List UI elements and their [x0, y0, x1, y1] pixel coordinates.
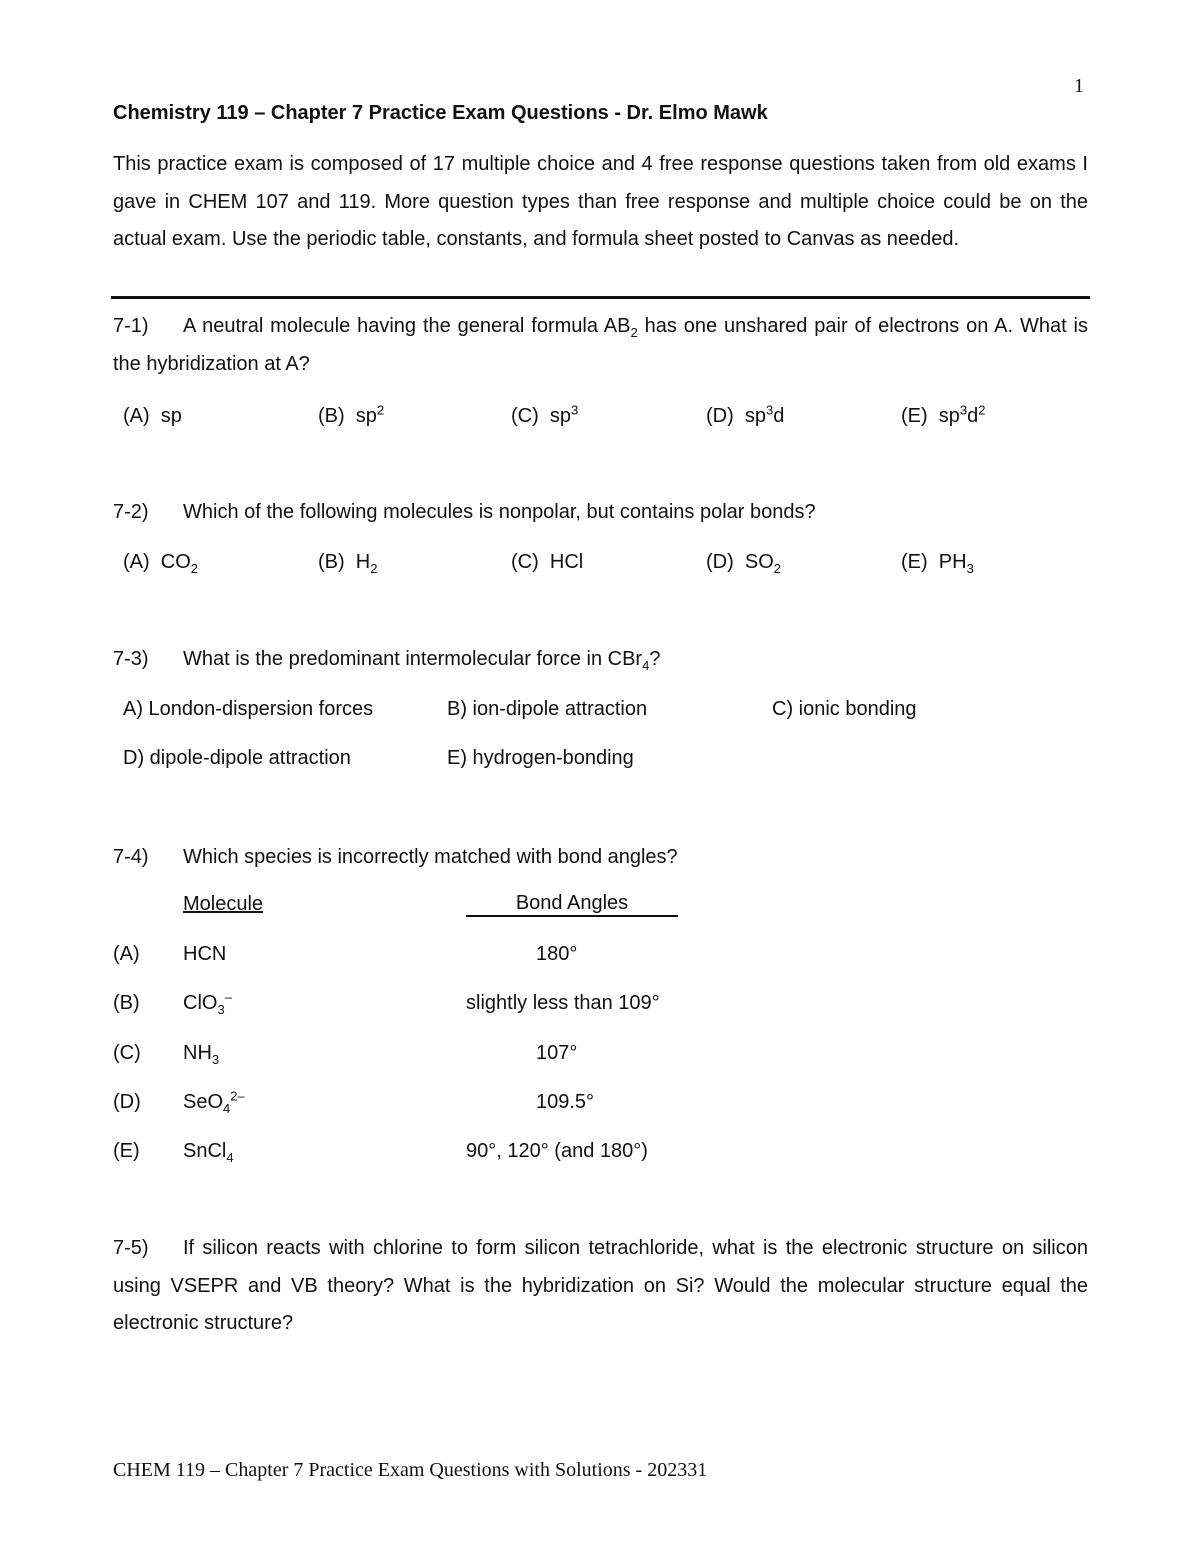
choice-value: H	[355, 551, 371, 573]
question-7-4	[113, 845, 678, 869]
choice-label: (E)	[901, 551, 928, 573]
subscript: 3	[966, 561, 974, 576]
page-number: 1	[1074, 75, 1084, 97]
row-label: (B)	[113, 992, 140, 1014]
choice-value-tail: d	[773, 405, 785, 427]
row-angle: 109.5°	[536, 1091, 595, 1113]
superscript: 3	[766, 402, 774, 418]
choice-label: (A)	[123, 551, 150, 573]
question-7-1	[113, 308, 1088, 383]
choice-7-1-a	[123, 404, 182, 428]
subscript: 4	[226, 1150, 234, 1165]
row-label: (C)	[113, 1042, 141, 1064]
choice-value: PH	[938, 551, 967, 573]
formula-subscript: 2	[630, 325, 638, 340]
row-molecule	[183, 991, 232, 1015]
choice-value: CO	[160, 551, 191, 573]
choice-7-2-b	[318, 550, 377, 574]
choice-value: sp	[160, 405, 182, 427]
question-7-2	[113, 500, 816, 524]
choice-label: (B)	[318, 405, 345, 427]
page-title: Chemistry 119 – Chapter 7 Practice Exam Questions - Dr. Elmo Mawk	[113, 102, 768, 124]
question-text: A neutral molecule having the general formula AB	[183, 315, 631, 337]
superscript: 3	[571, 402, 579, 418]
question-number: 7-5)	[113, 1237, 149, 1259]
choice-7-2-c	[511, 550, 583, 574]
choice-value: sp	[938, 405, 960, 427]
subscript: 2	[370, 561, 378, 576]
question-text: What is the predominant intermolecular force in CBr	[183, 648, 643, 670]
choice-7-1-e	[901, 404, 986, 428]
choice-label: (E)	[901, 405, 928, 427]
subscript: 2	[190, 561, 199, 576]
choice-label: (A)	[123, 405, 150, 427]
row-molecule	[183, 1041, 219, 1065]
choice-label: (D)	[706, 551, 734, 573]
row-molecule	[183, 1139, 234, 1163]
row-angle: 180°	[536, 943, 578, 965]
question-text: Which of the following molecules is nonpolar, but contains polar bonds?	[183, 501, 816, 523]
subscript: 3	[211, 1052, 220, 1067]
intro-paragraph: This practice exam is composed of 17 multiple choice and 4 free response questions taken from old exams I gave in CHEM 107 and 119. More question types than free response and multiple choice could be on the actual exam. Use the periodic table, constants, and formula sheet posted to Canvas as needed.	[113, 153, 1088, 250]
question-number: 7-4)	[113, 846, 149, 868]
row-angle: 90°, 120° (and 180°)	[466, 1140, 648, 1162]
choice-7-1-c	[511, 404, 578, 428]
subscript: 3	[217, 1002, 225, 1017]
molecule-formula: HCN	[183, 943, 227, 965]
question-text: If silicon reacts with chlorine to form silicon tetrachloride, what is the electronic structure on silicon using VSEPR and VB theory? What is the hybridization on Si? Would the molecular structure equal the electronic structure?	[113, 1237, 1088, 1334]
row-molecule	[183, 942, 226, 966]
superscript: 3	[959, 402, 968, 418]
molecule-formula: ClO	[183, 992, 218, 1014]
subscript: 4	[223, 1101, 231, 1116]
column-header-bond-angles: Bond Angles	[466, 891, 678, 917]
row-molecule	[183, 1090, 245, 1114]
choice-value: HCl	[549, 551, 584, 573]
choice-label: (D)	[706, 405, 734, 427]
superscript: 2	[376, 402, 385, 418]
row-label: (A)	[113, 943, 140, 965]
choice-7-1-d	[706, 404, 784, 428]
question-7-5	[113, 1230, 1088, 1343]
question-7-3	[113, 647, 660, 671]
choice-7-1-b	[318, 404, 384, 428]
choice-7-2-e	[901, 550, 974, 574]
choice-value: sp	[549, 405, 572, 427]
choice-7-2-d	[706, 550, 781, 574]
page-footer: CHEM 119 – Chapter 7 Practice Exam Questions with Solutions - 202331	[113, 1459, 708, 1481]
choice-value: SO	[744, 551, 774, 573]
molecule-formula: SnCl	[183, 1140, 227, 1162]
molecule-formula: SeO	[183, 1091, 224, 1113]
choice-7-3-c: C) ionic bonding	[772, 698, 917, 720]
choice-7-2-a	[123, 550, 198, 574]
superscript: 2	[978, 402, 986, 418]
question-text: Which species is incorrectly matched with bond angles?	[183, 846, 678, 868]
choice-value: sp	[744, 405, 767, 427]
choice-7-3-b: B) ion-dipole attraction	[447, 698, 648, 720]
choice-value: sp	[355, 405, 377, 427]
question-number: 7-1)	[113, 315, 149, 337]
row-label: (E)	[113, 1140, 140, 1162]
row-angle: 107°	[536, 1042, 578, 1064]
choice-value-tail: d	[967, 405, 979, 427]
formula-subscript: 4	[642, 658, 650, 673]
section-divider	[111, 296, 1090, 299]
choice-label: (C)	[511, 405, 539, 427]
column-header-molecule: Molecule	[183, 893, 264, 915]
question-number: 7-3)	[113, 648, 149, 670]
subscript: 2	[773, 561, 782, 576]
question-text-continued: has one unshared pair of electrons on A. What is the hybridization at A?	[113, 315, 1088, 375]
choice-7-3-d: D) dipole-dipole attraction	[123, 747, 351, 769]
choice-7-3-a: A) London-dispersion forces	[123, 698, 374, 720]
superscript: 2–	[230, 1088, 245, 1104]
row-angle: slightly less than 109°	[466, 992, 660, 1014]
choice-label: (B)	[318, 551, 345, 573]
superscript: –	[224, 989, 232, 1005]
row-label: (D)	[113, 1091, 141, 1113]
molecule-formula: NH	[183, 1042, 212, 1064]
choice-7-3-e: E) hydrogen-bonding	[447, 747, 634, 769]
question-text-continued: ?	[649, 648, 661, 670]
choice-label: (C)	[511, 551, 539, 573]
question-number: 7-2)	[113, 501, 149, 523]
